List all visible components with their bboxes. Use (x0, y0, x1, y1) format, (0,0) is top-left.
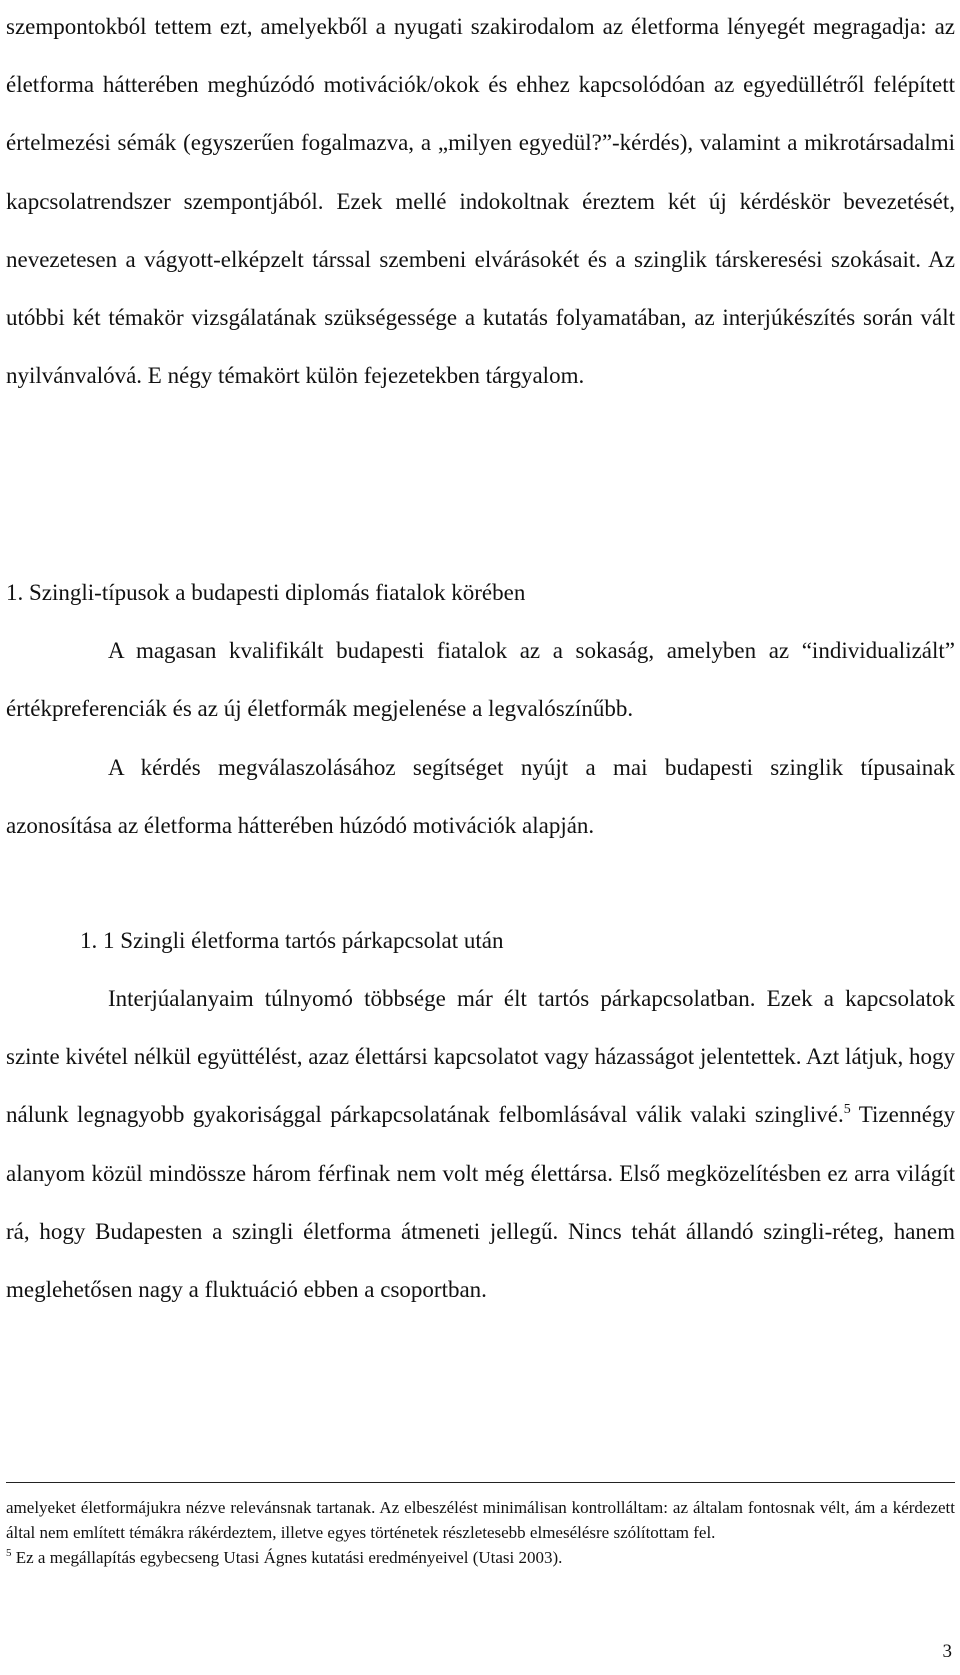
page-number: 3 (942, 1641, 952, 1662)
footnote-reference-5: 5 (843, 1102, 851, 1118)
paragraph-4-text-after-footnote: Tizennégy alanyom közül mindössze három férfinak nem volt még élettársa. Első megközelítésben ez arra világít rá, hogy Budapesten a szingli életforma átmeneti jellegű. Nincs tehát állandó szingli-réteg, hanem meglehetősen nagy a fluktuáció ebben a csoportban. (6, 1102, 955, 1303)
footnote-5 (6, 1545, 955, 1570)
footnote-separator (6, 1482, 955, 1483)
body-paragraph-4 (6, 970, 955, 1319)
body-paragraph-3: A kérdés megválaszolásához segítséget nyújt a mai budapesti szinglik típusainak azonosítása az életforma hátterében húzódó motivációk alapján. (6, 755, 955, 839)
footnote-continued-text: amelyeket életformájukra nézve relevánsnak tartanak. Az elbeszélést minimálisan kontrolláltam: az általam fontosnak vélt, ám a kérdezett által nem említett témákra rákérdeztem, illetve egyes történetek részletesebb elmesélésre szólítottam fel. (6, 1498, 955, 1542)
body-paragraph-1: szempontokból tettem ezt, amelyekből a nyugati szakirodalom az életforma lényegét megragadja: az életforma hátterében meghúzódó motivációk/okok és ehhez kapcsolódóan az egyedüllétről felépített értelmezési sémák (egyszerűen fogalmazva, a „milyen egyedül?”-kérdés), valamint a mikrotársadalmi kapcsolatrendszer szempontjából. Ezek mellé indokoltnak éreztem két új kérdéskör bevezetését, nevezetesen a vágyott-elképzelt társsal szembeni elvárásokét és a szinglik társkeresési szokásait. Az utóbbi két témakör vizsgálatának szükségessége a kutatás folyamatában, az interjúkészítés során vált nyilvánvalóvá. E négy témakört külön fejezetekben tárgyalom. (6, 14, 955, 389)
section-heading-1-1: 1. 1 Szingli életforma tartós párkapcsolat után (80, 928, 504, 953)
body-paragraph-2: A magasan kvalifikált budapesti fiatalok az a sokaság, amelyben az “individualizált” értékpreferenciák és az új életformák megjelenése a legvalószínűbb. (6, 638, 955, 722)
footnotes-area (6, 1495, 955, 1570)
footnote-5-text: Ez a megállapítás egybecseng Utasi Ágnes kutatási eredményeivel (Utasi 2003). (11, 1548, 563, 1567)
paragraph-4-text-before-footnote: Interjúalanyaim túlnyomó többsége már élt tartós párkapcsolatban. Ezek a kapcsolatok szinte kivétel nélkül együttélést, azaz élettársi kapcsolatot vagy házasságot jelentettek. Azt látjuk, hogy nálunk legnagyobb gyakorisággal párkapcsolatának felbomlásával válik valaki szinglivé. (6, 986, 955, 1128)
section-heading-1: 1. Szingli-típusok a budapesti diplomás fiatalok körében (6, 580, 526, 605)
footnote-5-marker: 5 (6, 1547, 12, 1559)
